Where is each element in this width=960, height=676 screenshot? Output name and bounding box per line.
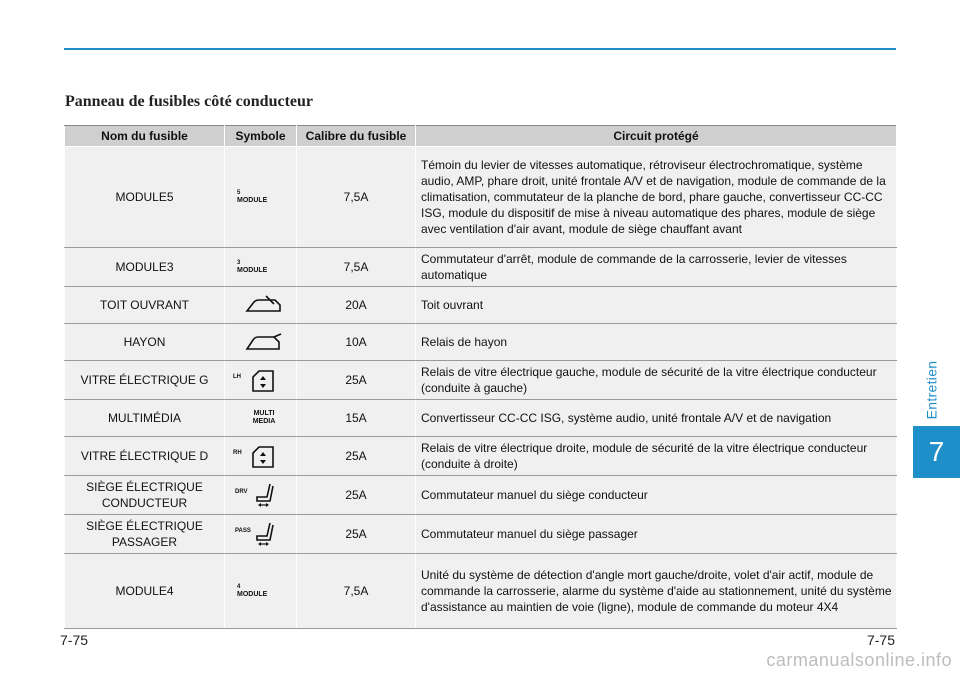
fuse-symbol — [225, 476, 297, 515]
module-symbol: 5 MODULE — [237, 190, 268, 204]
fuse-rating: 25A — [297, 437, 416, 476]
fuse-name: HAYON — [65, 324, 225, 361]
fuse-name: MULTIMÉDIA — [65, 400, 225, 437]
fuse-name: VITRE ÉLECTRIQUE D — [65, 437, 225, 476]
fuse-symbol — [225, 515, 297, 554]
fuse-symbol — [225, 287, 297, 324]
header-circuit: Circuit protégé — [416, 126, 897, 147]
fuse-circuit: Commutateur manuel du siège passager — [416, 515, 897, 554]
fuse-name: MODULE5 — [65, 147, 225, 248]
fuse-symbol — [225, 437, 297, 476]
symbol-tag: DRV — [235, 489, 248, 495]
fuse-rating: 10A — [297, 324, 416, 361]
fuse-rating: 7,5A — [297, 554, 416, 629]
multimedia-symbol: MULTI MEDIA — [252, 410, 276, 425]
fuse-name: SIÈGE ÉLECTRIQUE CONDUCTEUR — [65, 476, 225, 515]
fuse-name: TOIT OUVRANT — [65, 287, 225, 324]
fuse-symbol — [225, 400, 297, 437]
fuse-circuit: Relais de vitre électrique gauche, module de sécurité de la vitre électrique conducteur (conduite à gauche) — [416, 361, 897, 400]
header-rating: Calibre du fusible — [297, 126, 416, 147]
fuse-symbol — [225, 324, 297, 361]
table-row — [65, 437, 897, 476]
table-row — [65, 324, 897, 361]
fuse-name: MODULE4 — [65, 554, 225, 629]
fuse-rating: 20A — [297, 287, 416, 324]
section-title: Panneau de fusibles côté conducteur — [65, 93, 313, 110]
fuse-rating: 25A — [297, 361, 416, 400]
power-window-icon — [251, 369, 275, 393]
fuse-circuit: Commutateur d'arrêt, module de commande de la carrosserie, levier de vitesses automatique — [416, 248, 897, 287]
table-row — [65, 554, 897, 629]
table-row — [65, 147, 897, 248]
fuse-circuit: Unité du système de détection d'angle mort gauche/droite, volet d'air actif, module de commande la carrosserie, alarme du système d'aide au stationnement, unité du système d'assistance au maintien de voie (ligne), module de commande du moteur 4X4 — [416, 554, 897, 629]
chapter-side-label: Entretien — [923, 360, 940, 420]
fuse-name: SIÈGE ÉLECTRIQUE PASSAGER — [65, 515, 225, 554]
table-row — [65, 287, 897, 324]
fuse-circuit: Relais de hayon — [416, 324, 897, 361]
fuse-rating: 7,5A — [297, 248, 416, 287]
table-header-row — [65, 126, 897, 147]
table-row — [65, 400, 897, 437]
fuse-circuit: Relais de vitre électrique droite, module de sécurité de la vitre électrique conducteur (conduite à droite) — [416, 437, 897, 476]
fuse-rating: 15A — [297, 400, 416, 437]
fuse-symbol — [225, 248, 297, 287]
fuse-circuit: Toit ouvrant — [416, 287, 897, 324]
header-name: Nom du fusible — [65, 126, 225, 147]
table-row — [65, 248, 897, 287]
table-row — [65, 476, 897, 515]
chapter-tab: 7 — [913, 426, 960, 478]
fuse-symbol — [225, 554, 297, 629]
power-window-icon — [251, 445, 275, 469]
fuse-name: MODULE3 — [65, 248, 225, 287]
module-symbol: 3 MODULE — [237, 260, 268, 274]
power-seat-icon — [253, 482, 277, 508]
sunroof-icon — [244, 293, 284, 317]
tailgate-icon — [244, 330, 284, 354]
fuse-circuit: Commutateur manuel du siège conducteur — [416, 476, 897, 515]
fuse-rating: 7,5A — [297, 147, 416, 248]
fuse-table — [64, 125, 897, 629]
header-symbol: Symbole — [225, 126, 297, 147]
fuse-rating: 25A — [297, 515, 416, 554]
top-rule — [64, 48, 896, 50]
module-symbol: 4 MODULE — [237, 584, 268, 598]
fuse-symbol — [225, 361, 297, 400]
fuse-name: VITRE ÉLECTRIQUE G — [65, 361, 225, 400]
symbol-tag: RH — [233, 450, 242, 456]
fuse-circuit: Témoin du levier de vitesses automatique, rétroviseur électrochromatique, système audio, AMP, phare droit, unité frontale A/V et de navigation, module de commande de la climatisation, commutateur de la planche de bord, phare gauche, convertisseur CC-CC ISG, module du dispositif de mise à niveau automatique des phares, module de siège avec ventilation d'air avant, module de siège chauffant avant — [416, 147, 897, 248]
page-number-right: 7-75 — [866, 632, 895, 648]
fuse-rating: 25A — [297, 476, 416, 515]
fuse-circuit: Convertisseur CC-CC ISG, système audio, unité frontale A/V et de navigation — [416, 400, 897, 437]
table-row — [65, 361, 897, 400]
symbol-tag: PASS — [235, 528, 251, 534]
power-seat-icon — [253, 521, 277, 547]
page-number-left: 7-75 — [60, 632, 89, 648]
fuse-symbol — [225, 147, 297, 248]
footer-watermark: carmanualsonline.info — [766, 650, 952, 670]
table-row — [65, 515, 897, 554]
symbol-tag: LH — [233, 374, 241, 380]
